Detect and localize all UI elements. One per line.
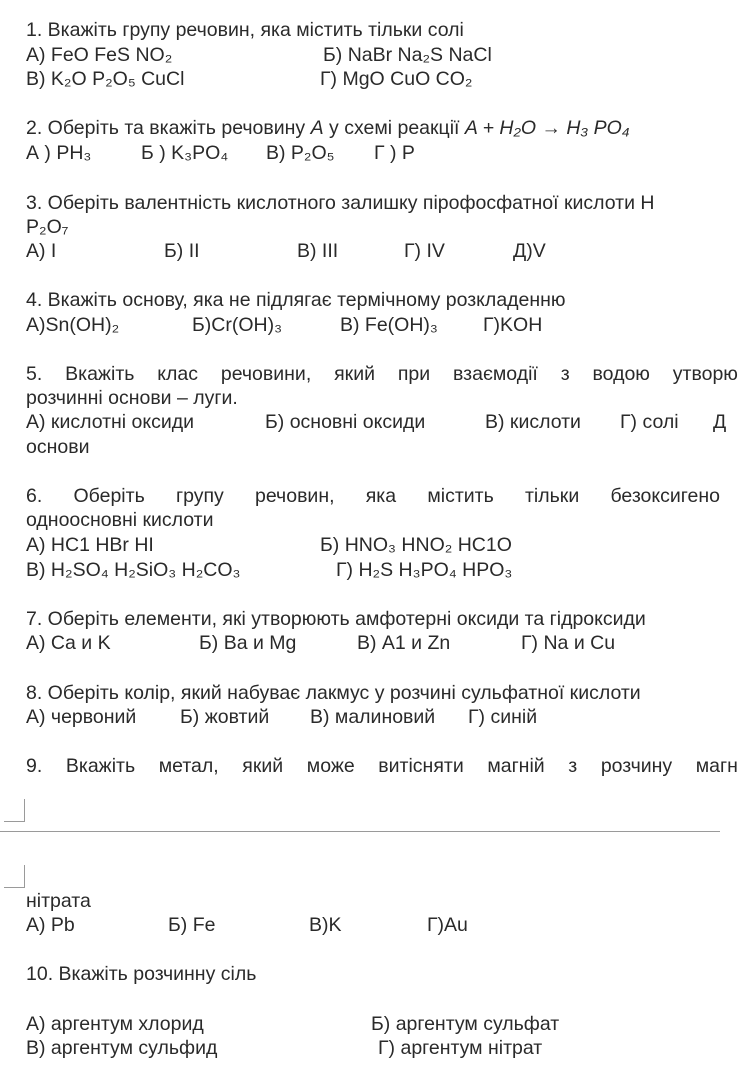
question-6-title-cont: одноосновні кислоти	[26, 509, 214, 531]
question-10-option-a: А) аргентум хлорид	[26, 1013, 204, 1035]
question-9-word: з	[568, 755, 578, 777]
question-2-option-a: А ) PH₃	[26, 142, 92, 164]
question-9-option-v: В)K	[309, 914, 342, 936]
question-5-word: 5.	[26, 363, 43, 385]
question-9-word: Вкажіть	[65, 755, 136, 777]
question-9-word: розчину	[600, 755, 673, 777]
question-9-word: може	[306, 755, 355, 777]
question-5-word: клас	[157, 363, 198, 385]
question-9-word: магн	[695, 755, 738, 777]
question-5-word: речовини,	[220, 363, 312, 385]
question-5-title-cont: розчинні основи – луги.	[26, 387, 238, 409]
question-5-option-a: А) кислотні оксиди	[26, 411, 195, 433]
question-9-word: витісняти	[378, 755, 464, 777]
question-7-option-a: А) Ca и K	[26, 632, 111, 654]
question-3-option-g: Г) ІV	[404, 240, 445, 262]
question-6-word: безоксигено	[610, 485, 720, 507]
question-3-option-a: А) І	[26, 240, 57, 262]
question-4-option-g: Г)KOH	[483, 314, 543, 336]
question-2-equation: A + H₂O → H₃ PO₄	[464, 117, 630, 139]
question-5-option-b: Б) основні оксиди	[265, 411, 426, 433]
question-1-option-b: Б) NaBr Na₂S NaCl	[323, 44, 492, 66]
question-1-option-a: А) FeO FeS NO₂	[26, 44, 173, 66]
question-9-word: 9.	[26, 755, 43, 777]
question-1-option-v: В) K₂O P₂O₅ CuCl	[26, 68, 185, 90]
question-6-option-b: Б) HNO₃ HNO₂ HC1O	[320, 534, 512, 556]
page-corner-mark	[4, 799, 25, 822]
question-7-option-b: Б) Ba и Mg	[199, 632, 297, 654]
question-9-title	[26, 754, 738, 778]
question-8-option-v: В) малиновий	[310, 706, 436, 728]
question-5-word: Вкажіть	[65, 363, 135, 385]
question-1-option-g: Г) MgO CuO CO₂	[320, 68, 473, 90]
question-7-option-v: В) A1 и Zn	[357, 632, 451, 654]
question-8-option-g: Г) синій	[468, 706, 538, 728]
question-4-option-a: А)Sn(OH)₂	[26, 314, 120, 336]
question-7-title: 7. Оберіть елементи, які утворюють амфотерні оксиди та гідроксиди	[26, 608, 646, 630]
question-5-word: водою	[592, 363, 650, 385]
question-2-option-b: Б ) K₃PO₄	[141, 142, 229, 164]
question-3-option-d: Д)V	[513, 240, 546, 262]
question-9-option-a: А) Pb	[26, 914, 75, 936]
question-8-option-a: А) червоний	[26, 706, 137, 728]
question-2-var-a: A	[310, 117, 324, 139]
page-break-divider	[0, 831, 720, 832]
question-6-title	[26, 484, 720, 508]
question-1-title: 1. Вкажіть групу речовин, яка містить тільки солі	[26, 19, 464, 41]
question-5-word: взаємодії	[453, 363, 538, 385]
question-5-word: утворю	[672, 363, 738, 385]
question-4-option-b: Б)Cr(OH)₃	[192, 314, 283, 336]
question-6-word: яка	[365, 485, 397, 507]
question-8-option-b: Б) жовтий	[180, 706, 270, 728]
question-6-word: 6.	[26, 485, 43, 507]
question-8-title: 8. Оберіть колір, який набуває лакмус у розчині сульфатної кислоти	[26, 682, 641, 704]
question-4-option-v: В) Fe(OH)₃	[340, 314, 438, 336]
question-5-title	[26, 362, 738, 386]
question-6-word: тільки	[525, 485, 580, 507]
question-7-option-g: Г) Na и Cu	[521, 632, 616, 654]
question-3-formula: P₂O₇	[26, 216, 69, 238]
question-5-option-g: Г) солі	[620, 411, 679, 433]
question-9-option-g: Г)Au	[427, 914, 468, 936]
question-4-title: 4. Вкажіть основу, яка не підлягає термічному розкладенню	[26, 289, 566, 311]
question-2-option-v: В) P₂O₅	[266, 142, 335, 164]
question-10-option-b: Б) аргентум сульфат	[371, 1013, 560, 1035]
question-2-title	[26, 116, 630, 140]
question-6-word: Оберіть	[73, 485, 145, 507]
page-corner-mark	[4, 865, 25, 888]
question-6-option-g: Г) H₂S H₃PO₄ HPO₃	[336, 559, 513, 581]
question-5-option-d: Д	[713, 411, 727, 433]
question-10-title: 10. Вкажіть розчинну сіль	[26, 963, 257, 985]
question-5-word: який	[334, 363, 375, 385]
question-9-title-cont: нітрата	[26, 890, 91, 912]
question-5-option-v: В) кислоти	[485, 411, 581, 433]
question-9-word: магній	[487, 755, 545, 777]
question-6-word: групу	[175, 485, 224, 507]
question-2-title-start: 2. Оберіть та вкажіть речовину	[26, 117, 311, 139]
question-2-option-g: Г ) P	[374, 142, 415, 164]
question-6-option-v: В) H₂SO₄ H₂SiO₃ H₂CO₃	[26, 559, 241, 581]
question-3-option-v: В) ІІІ	[297, 240, 339, 262]
question-5-word: з	[560, 363, 570, 385]
question-9-word: який	[242, 755, 284, 777]
question-9-option-b: Б) Fe	[168, 914, 216, 936]
question-5-word: при	[397, 363, 431, 385]
question-6-word: речовин,	[255, 485, 335, 507]
question-6-option-a: А) HC1 HBr HI	[26, 534, 154, 556]
question-5-option-d-cont: основи	[26, 436, 90, 458]
question-3-option-b: Б) ІІ	[164, 240, 200, 262]
question-10-option-v: В) аргентум сульфид	[26, 1037, 218, 1059]
question-6-word: містить	[427, 485, 494, 507]
question-3-title: 3. Оберіть валентність кислотного залишку пірофосфатної кислоти Н	[26, 192, 655, 214]
question-9-word: метал,	[158, 755, 219, 777]
question-10-option-g: Г) аргентум нітрат	[378, 1037, 543, 1059]
question-2-title-mid: у схемі реакції	[323, 117, 465, 139]
